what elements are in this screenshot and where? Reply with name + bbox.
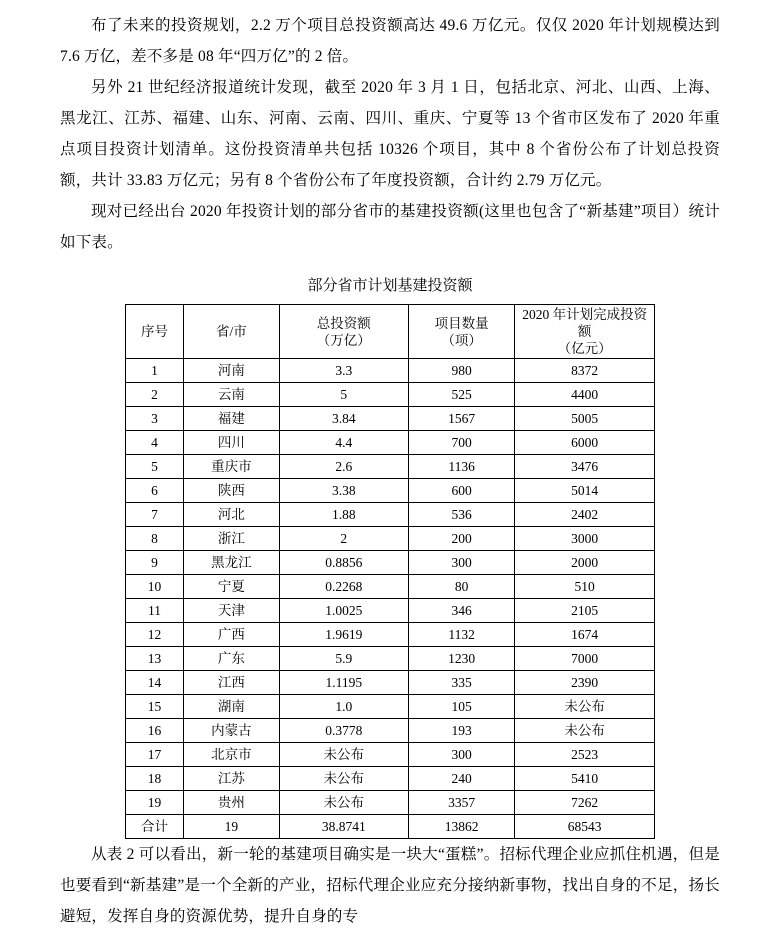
cell-index: 4: [126, 431, 184, 455]
closing-paragraph: 从表 2 可以看出，新一轮的基建项目确实是一块大“蛋糕”。招标代理企业应抓住机遇，但是也要看到“新基建”是一个全新的产业，招标代理企业应充分接纳新事物，找出自身的不足，扬长避短，发挥自身的资源优势，提升自身的专: [60, 846, 720, 925]
cell-province: 河南: [184, 359, 280, 383]
cell-province: 贵州: [184, 791, 280, 815]
cell-plan: 7000: [515, 647, 655, 671]
cell-plan: 2402: [515, 503, 655, 527]
table-row: [126, 527, 655, 551]
table-row: [126, 479, 655, 503]
cell-plan: 2523: [515, 743, 655, 767]
cell-plan: 5014: [515, 479, 655, 503]
cell-province: 云南: [184, 383, 280, 407]
cell-count: 335: [408, 671, 515, 695]
cell-province: 黑龙江: [184, 551, 280, 575]
cell-total-investment: 38.8741: [279, 815, 408, 839]
header-total-investment-line1: 总投资额: [316, 315, 371, 331]
cell-total: 5.9: [279, 647, 408, 671]
cell-plan: 2105: [515, 599, 655, 623]
cell-total: 2.6: [279, 455, 408, 479]
cell-total: 3.38: [279, 479, 408, 503]
table-row: [126, 743, 655, 767]
cell-total: 1.1195: [279, 671, 408, 695]
cell-plan: 510: [515, 575, 655, 599]
cell-count: 1567: [408, 407, 515, 431]
paragraph-2: 另外 21 世纪经济报道统计发现，截至 2020 年 3 月 1 日，包括北京、河北、山西、上海、黑龙江、江苏、福建、山东、河南、云南、四川、重庆、宁夏等 13 个省市区发布了 2020 年重点项目投资计划清单。这份投资清单共包括 10326 个项目，其中 8 个省份公布了计划总投资额，共计 33.83 万亿元；另有 8 个省份公布了年度投资额，合计约 2.79 万亿元。: [60, 79, 720, 189]
table-row: [126, 767, 655, 791]
cell-index: 12: [126, 623, 184, 647]
header-project-count: [408, 305, 515, 359]
cell-index: 14: [126, 671, 184, 695]
cell-index: 17: [126, 743, 184, 767]
cell-total: 4.4: [279, 431, 408, 455]
paragraph-1: 布了未来的投资规划，2.2 万个项目总投资额高达 49.6 万亿元。仅仅 2020 年计划规模达到 7.6 万亿，差不多是 08 年“四万亿”的 2 倍。: [60, 17, 720, 65]
cell-plan: 5410: [515, 767, 655, 791]
header-province: 省/市: [184, 305, 280, 359]
cell-count: 536: [408, 503, 515, 527]
table-title: 部分省市计划基建投资额: [307, 278, 473, 294]
cell-plan: 6000: [515, 431, 655, 455]
cell-total-province-count: 19: [184, 815, 280, 839]
cell-total: 1.0: [279, 695, 408, 719]
header-project-count-line2: （项）: [441, 332, 482, 348]
cell-plan: 2000: [515, 551, 655, 575]
table-row: [126, 623, 655, 647]
cell-count: 80: [408, 575, 515, 599]
cell-count: 240: [408, 767, 515, 791]
cell-province: 福建: [184, 407, 280, 431]
cell-province: 天津: [184, 599, 280, 623]
cell-total: 3.84: [279, 407, 408, 431]
cell-index: 5: [126, 455, 184, 479]
header-total-investment-line2: （万亿）: [316, 332, 371, 348]
header-plan-investment-line1: 2020 年计划完成投资额: [522, 307, 648, 339]
cell-plan: 3476: [515, 455, 655, 479]
cell-plan: 3000: [515, 527, 655, 551]
cell-index: 9: [126, 551, 184, 575]
table-row: [126, 551, 655, 575]
table-header-row: [126, 305, 655, 359]
cell-index: 13: [126, 647, 184, 671]
cell-index: 19: [126, 791, 184, 815]
cell-total-label: 合计: [126, 815, 184, 839]
cell-index: 2: [126, 383, 184, 407]
cell-plan: 8372: [515, 359, 655, 383]
cell-total: 1.88: [279, 503, 408, 527]
cell-index: 18: [126, 767, 184, 791]
table-row: [126, 671, 655, 695]
cell-province: 内蒙古: [184, 719, 280, 743]
header-total-investment: [279, 305, 408, 359]
cell-count: 105: [408, 695, 515, 719]
table-row: [126, 647, 655, 671]
header-project-count-line1: 项目数量: [434, 315, 489, 331]
cell-count: 1230: [408, 647, 515, 671]
paragraph-3: 现对已经出台 2020 年投资计划的部分省市的基建投资额(这里也包含了“新基建”项目）统计如下表。: [60, 203, 720, 251]
cell-province: 北京市: [184, 743, 280, 767]
cell-province: 河北: [184, 503, 280, 527]
table-row: [126, 575, 655, 599]
header-index: 序号: [126, 305, 184, 359]
cell-count: 200: [408, 527, 515, 551]
cell-total: 2: [279, 527, 408, 551]
cell-count: 1136: [408, 455, 515, 479]
cell-count: 1132: [408, 623, 515, 647]
cell-total: 1.9619: [279, 623, 408, 647]
cell-province: 江苏: [184, 767, 280, 791]
cell-province: 宁夏: [184, 575, 280, 599]
cell-total: 未公布: [279, 743, 408, 767]
table-row: [126, 455, 655, 479]
cell-total: 0.3778: [279, 719, 408, 743]
cell-plan: 2390: [515, 671, 655, 695]
cell-total-plan: 68543: [515, 815, 655, 839]
cell-index: 3: [126, 407, 184, 431]
table-row: [126, 359, 655, 383]
table-row: [126, 791, 655, 815]
cell-total: 5: [279, 383, 408, 407]
table-row: [126, 599, 655, 623]
cell-plan: 未公布: [515, 695, 655, 719]
cell-count: 300: [408, 551, 515, 575]
table-row: [126, 719, 655, 743]
table-row: [126, 503, 655, 527]
cell-province: 浙江: [184, 527, 280, 551]
cell-index: 10: [126, 575, 184, 599]
table-body: [126, 359, 655, 839]
cell-total: 0.8856: [279, 551, 408, 575]
header-plan-investment: [515, 305, 655, 359]
cell-index: 15: [126, 695, 184, 719]
cell-index: 1: [126, 359, 184, 383]
cell-index: 16: [126, 719, 184, 743]
cell-index: 6: [126, 479, 184, 503]
cell-plan: 4400: [515, 383, 655, 407]
cell-province: 江西: [184, 671, 280, 695]
cell-count: 980: [408, 359, 515, 383]
cell-province: 湖南: [184, 695, 280, 719]
cell-province: 广东: [184, 647, 280, 671]
cell-count: 600: [408, 479, 515, 503]
cell-total: 3.3: [279, 359, 408, 383]
cell-index: 7: [126, 503, 184, 527]
table-row: [126, 431, 655, 455]
table-row: [126, 383, 655, 407]
cell-province: 四川: [184, 431, 280, 455]
investment-table: [125, 304, 655, 839]
cell-total: 未公布: [279, 767, 408, 791]
cell-total: 1.0025: [279, 599, 408, 623]
cell-plan: 未公布: [515, 719, 655, 743]
cell-total: 未公布: [279, 791, 408, 815]
cell-plan: 1674: [515, 623, 655, 647]
cell-count: 700: [408, 431, 515, 455]
table-row: [126, 407, 655, 431]
cell-province: 重庆市: [184, 455, 280, 479]
cell-count: 193: [408, 719, 515, 743]
cell-count: 300: [408, 743, 515, 767]
table-row: [126, 695, 655, 719]
table-total-row: [126, 815, 655, 839]
cell-plan: 5005: [515, 407, 655, 431]
header-plan-investment-line2: （亿元）: [557, 341, 612, 356]
cell-province: 广西: [184, 623, 280, 647]
cell-count: 3357: [408, 791, 515, 815]
cell-count: 525: [408, 383, 515, 407]
cell-total-project-count: 13862: [408, 815, 515, 839]
cell-province: 陕西: [184, 479, 280, 503]
cell-index: 8: [126, 527, 184, 551]
cell-count: 346: [408, 599, 515, 623]
cell-plan: 7262: [515, 791, 655, 815]
cell-index: 11: [126, 599, 184, 623]
cell-total: 0.2268: [279, 575, 408, 599]
